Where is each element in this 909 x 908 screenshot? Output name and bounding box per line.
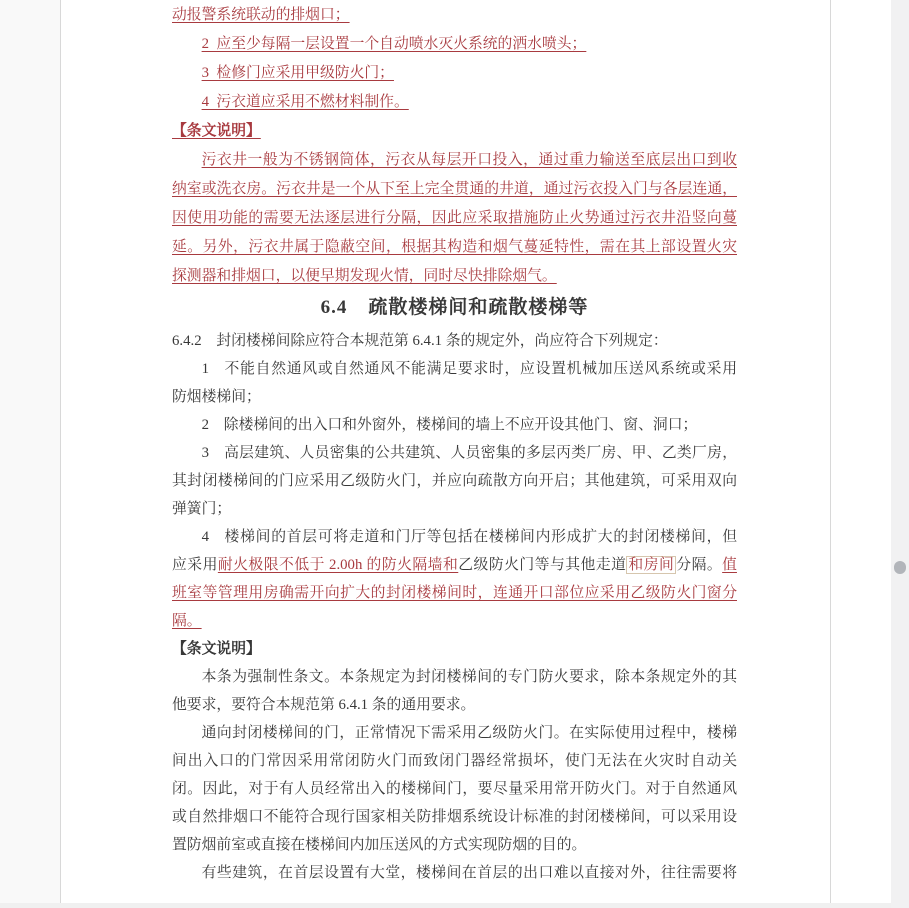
text-red-underlined: 纳室或洗衣房。污衣井是一个从下至上完全贯通的井道，通过污衣投入门与各层连通， (172, 181, 737, 197)
text-black: 他要求，要符合本规范第 6.4.1 条的通用要求。 (172, 697, 476, 713)
text-red-underlined: 3 检修门应采用甲级防火门； (201, 65, 394, 81)
doc-line (172, 831, 737, 859)
text-red-insertion-box: 和房间 (628, 557, 675, 573)
text-red-underlined: 耐火极限不低于 2.00h 的防火隔墙和 (217, 557, 459, 573)
doc-line (172, 551, 737, 579)
doc-line (172, 439, 737, 467)
doc-line (172, 383, 737, 411)
text-red-underlined: 探测器和排烟口，以便早期发现火情，同时尽快排除烟气。 (172, 268, 557, 284)
doc-line (172, 175, 737, 204)
text-black: 间出入口的门常因采用常闭防火门而致闭门器经常损坏，使门无法在火灾时自动关 (172, 753, 737, 769)
doc-line (172, 146, 737, 175)
doc-line (172, 579, 737, 607)
doc-line (172, 803, 737, 831)
doc-line (172, 327, 737, 355)
text-black: 应采用 (172, 557, 218, 573)
doc-line (172, 859, 737, 887)
page-left-gutter (0, 0, 61, 908)
doc-line (172, 467, 737, 495)
doc-line (172, 775, 737, 803)
text-black: 4 楼梯间的首层可将走道和门厅等包括在楼梯间内形成扩大的封闭楼梯间，但 (201, 529, 737, 545)
text-black-bold: 【条文说明】 (172, 641, 261, 657)
text-black: 1 不能自然通风或自然通风不能满足要求时，应设置机械加压送风系统或采用 (201, 361, 737, 377)
doc-line (172, 607, 737, 635)
doc-line (172, 635, 737, 663)
text-black: 弹簧门； (172, 501, 232, 517)
text-black: 6.4.2 封闭楼梯间除应符合本规范第 6.4.1 条的规定外，尚应符合下列规定： (172, 333, 668, 349)
doc-line (172, 355, 737, 383)
text-red-underlined: 延。另外，污衣井属于隐蔽空间，根据其构造和烟气蔓延特性，需在其上部设置火灾 (172, 239, 737, 255)
text-black: 乙级防火门等与其他走道 (458, 557, 627, 573)
doc-line (172, 747, 737, 775)
doc-line (172, 411, 737, 439)
text-red-underlined: 动报警系统联动的排烟口； (172, 7, 350, 23)
text-red-underlined: 因使用功能的需要无法逐层进行分隔，因此应采取措施防止火势通过污衣井沿竖向蔓 (172, 210, 737, 226)
text-black: 置防烟前室或直接在楼梯间内加压送风的方式实现防烟的目的。 (172, 837, 587, 853)
text-black: 本条为强制性条文。本条规定为封闭楼梯间的专门防火要求，除本条规定外的其 (201, 669, 737, 685)
doc-line (172, 59, 737, 88)
doc-line (172, 204, 737, 233)
text-red-underlined: 污衣井一般为不锈钢筒体，污衣从每层开口投入，通过重力输送至底层出口到收 (201, 152, 737, 168)
text-black: 2 除楼梯间的出入口和外窗外，楼梯间的墙上不应开设其他门、窗、洞口； (201, 417, 698, 433)
text-black: 防烟楼梯间； (172, 389, 261, 405)
text-red-underlined: 4 污衣道应采用不燃材料制作。 (201, 94, 409, 110)
doc-line (172, 1, 737, 30)
label-commentary-red: 【条文说明】 (172, 123, 261, 139)
doc-line (172, 663, 737, 691)
text-black: 闭。因此，对于有人员经常出入的楼梯间门，要尽量采用常开防火门。对于自然通风 (172, 781, 737, 797)
text-black: 通向封闭楼梯间的门，正常情况下需采用乙级防火门。在实际使用过程中，楼梯 (201, 725, 737, 741)
doc-line (172, 523, 737, 551)
doc-line (172, 233, 737, 262)
text-red-underlined: 值 (722, 557, 737, 573)
doc-line (172, 262, 737, 291)
page-right-edge-line (830, 0, 831, 908)
doc-line (172, 719, 737, 747)
text-black: 或自然排烟口不能符合现行国家相关防排烟系统设计标准的封闭楼梯间，可以采用设 (172, 809, 737, 825)
text-red-underlined: 2 应至少每隔一层设置一个自动喷水灭火系统的洒水喷头； (201, 36, 587, 52)
doc-line (172, 88, 737, 117)
page-text (172, 1, 737, 887)
doc-line (172, 30, 737, 59)
text-black: 其封闭楼梯间的门应采用乙级防火门，并应向疏散方向开启；其他建筑，可采用双向 (172, 473, 737, 489)
text-black: 有些建筑，在首层设置有大堂，楼梯间在首层的出口难以直接对外，往往需要将 (201, 865, 737, 881)
doc-line (172, 117, 737, 146)
page-bottom-edge (0, 903, 891, 908)
text-black: 3 高层建筑、人员密集的公共建筑、人员密集的多层丙类厂房、甲、乙类厂房， (201, 445, 737, 461)
text-red-underlined: 隔。 (172, 613, 202, 629)
scrollbar-track[interactable] (891, 0, 909, 908)
text-red-underlined: 班室等管理用房确需开向扩大的封闭楼梯间时，连通开口部位应采用乙级防火门窗分 (172, 585, 737, 601)
document-page (61, 0, 830, 908)
text-black: 分隔。 (676, 557, 723, 573)
scrollbar-thumb[interactable] (894, 561, 906, 574)
section-heading (172, 293, 737, 323)
text-black-bold: 6.4 疏散楼梯间和疏散楼梯等 (320, 297, 589, 318)
doc-line (172, 495, 737, 523)
doc-line (172, 691, 737, 719)
